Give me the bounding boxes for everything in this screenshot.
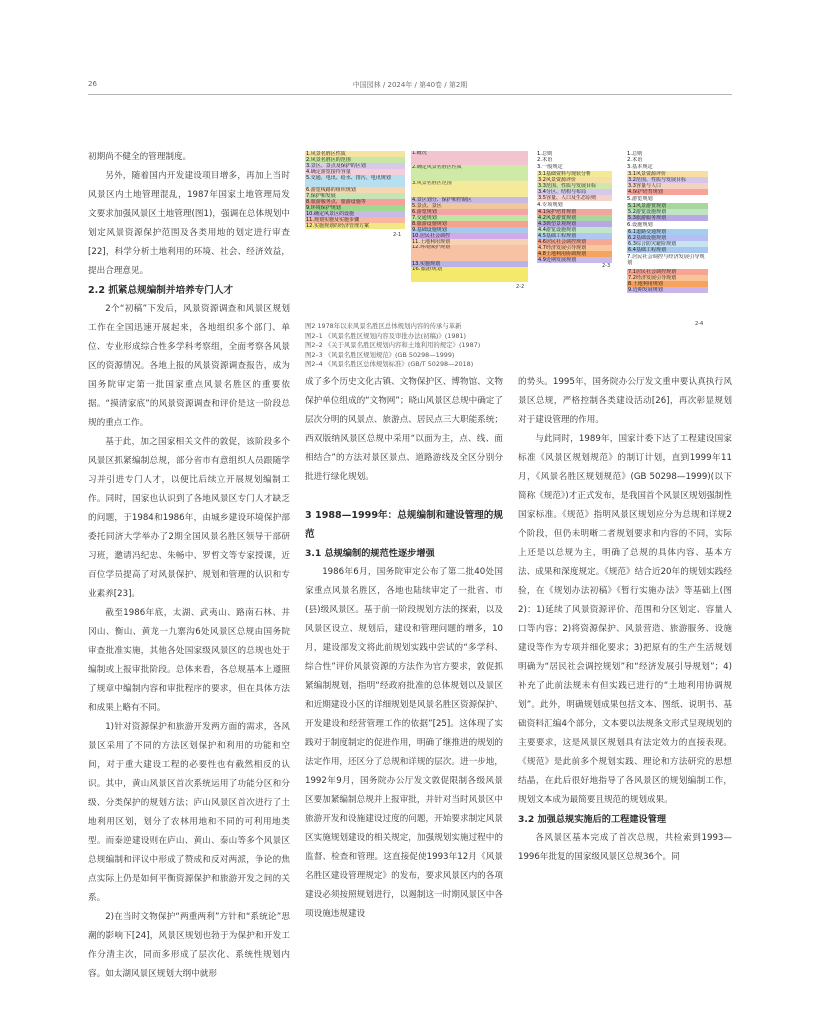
fig1-item: 6.游览线路的组织规划: [305, 187, 405, 193]
paragraph: 各风景区基本完成了首次总规，共检索到1993—1996年批复的国家级风景区总规36个。同: [518, 833, 732, 862]
figure-2-3: [537, 151, 612, 303]
fig4-item: 1.总则: [627, 151, 643, 157]
fig4-item: 7.1居民社会调控规划: [627, 269, 708, 275]
fig1-item: 1.风景名胜区性质: [305, 151, 405, 157]
fig3-item: 4.6居民社会调控规划: [537, 239, 612, 245]
fig4-item: 5.3旅游服务规划: [627, 215, 708, 221]
figure-2-4: [627, 151, 708, 331]
fig-label-2-2: 2-2: [516, 284, 525, 290]
fig2-item: 3.风景名胜区范围: [411, 181, 528, 197]
fig2-item: 2.确定风景名胜区性质: [411, 165, 528, 181]
fig3-item: 4.专项规划: [537, 202, 563, 208]
fig3-item: 4.3典型景观规划: [537, 221, 612, 227]
fig4-item: 6.3综合防灾避险规划: [627, 241, 708, 247]
fig-label-2-1: 2-1: [393, 232, 402, 238]
text-column-3: [518, 373, 732, 1013]
paragraph: 初期尚不健全的管理制度。: [88, 152, 192, 162]
fig2-item: 12.环境保护规划: [411, 245, 528, 261]
fig3-item: 2.术语: [537, 157, 553, 164]
fig1-item: 5.交通、电讯、给水、排污、电讯规划: [305, 175, 405, 187]
fig3-item: 1.总则: [537, 151, 553, 157]
paragraph: 2个“初稿”下发后，风景资源调查和风景区规划工作在全国迅速开展起来，各地组织多个部门、单位、专业形成综合性多学科考察组，全面考察各风景区的资源情况。各地上报的风景资源调查报告，成为国务院审定第一批国家重点风景名胜区的重要依据。“摸清家底”的风景资源调查和评价是这一阶段总规的重点工作。: [88, 304, 290, 428]
paragraph: 基于此，加之国家相关文件的敦促，该阶段多个风景区抓紧编制总规，部分省市有意组织人员跟随学习并引进专门人才，以便比后续立开展规划编制工作。同时，国家也认识到了各地风景区专门人才缺乏的问题，于1984和1986年，由城乡建设环境保护部委托同济大学举办了2期全国风景名胜区领导干部研习班，邀请冯纪忠、朱畅中、罗哲文等专家授课，近百位学员提高了对风景保护、规划和管理的认识和专业素养[23]。: [88, 437, 290, 599]
paragraph: 1)针对资源保护和旅游开发两方面的需求，各风景区采用了不同的方法区划保护和利用的功能和空间，对于重大建设工程的必要性也有截然相反的认识。其中，黄山风景区首次系统运用了功能分区和分级、分类保护的规划方法；庐山风景区首次进行了土地利用区划，划分了农林用地和不同的可利用地类型。而泰逆建设则在庐山、黄山、泰山等多个风景区总规编制和评议中形成了赞成和反对两派，争论的焦点实际上仍是如何平衡资源保护和旅游开发之间的关系。: [88, 722, 290, 903]
fig2-item: 11.土地利用规划: [411, 239, 528, 245]
subsection-heading: 3.1 总规编制的规范性逐步增强: [305, 548, 435, 559]
fig4-item: 8.土地利用规划: [627, 281, 708, 287]
fig2-item: 7.交通规划: [411, 215, 528, 221]
fig1-item: 2.风景名胜区的范围: [305, 157, 405, 163]
fig3-item: 4.8土地利用协调规划: [537, 251, 612, 257]
fig4-item: 6.4基础工程规划: [627, 247, 708, 253]
fig1-item: 9.环境保护规划: [305, 205, 405, 211]
spacer: [305, 487, 503, 506]
fig3-item: 4.5基础工程规划: [537, 233, 612, 239]
fig4-item: 9.近期发展规划: [627, 287, 708, 293]
fig2-item: 5.景点、景区: [411, 203, 528, 209]
paragraph: 与此同时，1989年，国家计委下达了工程建设国家标准《风景区规划规范》的制订计划，直到1999年11月，《风景名胜区规划规范》(GB 50298—1999)(以下简称《规范》)才正式发布，是我国首个风景区规划强制性国家标准。《规范》指明风景区规划应分为总规和详规2个阶段，但仍未明晰二者规划要求和内容的不同，实际上还是以总规为主，明确了总规的具体内容、基本方法、成果和深度规定。《规范》结合近20年的规划实践经验，在《规划办法初稿》《暂行实施办法》等基础上(图2)：1)延续了风景资源评价、范围和分区划定、容量人口等内容；2)将资源保护、风景营造、旅游服务、设施建设等作为专项并细化要求；3)把原有的生产生活规划明确为“居民社会调控规划”和“经济发展引导规划”；4)补充了此前法规未有但实践已进行的“土地利用协调规划”。此外，明确规划成果包括文本、图纸、说明书、基础资料汇编4个部分，文本要以法规条文形式呈现规划的主要要求，这是风景区规划具有法定效力的直接表现。《规范》是此前多个规划实践、理论和方法研究的思想结晶，在此后很好地指导了各风景区的规划编制工作，规划文本成为最简要且规范的规划成果。: [518, 434, 732, 805]
fig1-item: 10.确定风景区的设施: [305, 211, 405, 217]
fig4-item: 2.术语: [627, 157, 643, 164]
figure-caption: [305, 322, 605, 370]
fig-label-2-4: 2-4: [695, 321, 704, 327]
fig1-item: 11.规划实施及实施步骤: [305, 217, 405, 223]
paragraph: 另外，随着国内开发建设项目增多，再加上当时风景区内土地管理混乱，1987年国家土地管理局发文要求加强风景区土地管理(图1)，强调在总体规划中划定风景资源保护范围及各类用地的划定进行审查[22]，科学分析土地利用的环境、社会、经济效益，提出合理意见。: [88, 171, 290, 276]
fig4-item: 3.1风景资源评价: [627, 171, 708, 177]
journal-header: 中国园林 / 2024年 / 第40卷 / 第2期: [352, 81, 468, 89]
fig4-item: 3.2范围、性质与发展目标: [627, 177, 708, 183]
fig3-item: 4.7经济发展引导规划: [537, 245, 612, 251]
figure-2-2: [411, 151, 528, 291]
fig3-item: 3.3范围、性质与发展目标: [537, 183, 612, 189]
fig2-item: 6.游览规划: [411, 209, 528, 215]
fig2-item: 10.居民社会调控: [411, 233, 528, 239]
text-column-1: [88, 148, 290, 1008]
fig2-item: 13.实施规划: [411, 261, 528, 267]
section-heading: 2.2 抓紧总规编制并培养专门人才: [88, 285, 234, 296]
figure-2-1: [305, 151, 405, 259]
caption-line: 图2 1978年以来风景名胜区总体规划内容的传承与革新: [305, 322, 462, 330]
fig1-item: 7.保护和发展: [305, 193, 405, 199]
fig4-item: 3.基本规定: [627, 163, 653, 170]
fig-label-2-3: 2-3: [602, 263, 611, 269]
fig2-item: 8.旅游设施规划: [411, 221, 528, 227]
caption-line: 图2–3 《风景名胜区规划规范》(GB 50298—1999): [305, 350, 455, 359]
fig1-item: 3.景区、景点及保护的区划: [305, 163, 405, 169]
fig3-item: 4.2风景游赏规划: [537, 215, 612, 221]
paragraph: 成了多个历史文化古镇、文物保护区、博物馆、文物保护单位组成的“文物网”；晓山风景区总规中确定了层次分明的风景点、旅游点、居民点三大职能系统；西双版纳风景区总规中采用“以面为主，点、线、面相结合”的方法对景区景点、道路游线及全区分别分批进行绿化规划。: [305, 377, 503, 482]
fig4-item: 7.2经济发展引导规划: [627, 275, 708, 281]
fig4-item: 5.2游览设施规划: [627, 209, 708, 215]
fig1-item: 4.确定游览接待容量: [305, 169, 405, 175]
fig3-item: 3.2风景资源评价: [537, 177, 612, 183]
fig4-item: 6.设施规划: [627, 222, 653, 228]
paragraph: 截至1986年底，太湖、武夷山、路南石林、井冈山、衡山、黄龙一九寨沟6处风景区总规由国务院审查批准实施，其他各处国家级风景区的总规也处于编制或上报审批阶段。总体来看，各总规基本上遵照了规章中编制内容和审批程序的要求，但在具体方法和成果上略有不同。: [88, 608, 290, 713]
fig4-item: 5.游览规划: [627, 196, 653, 202]
caption-line: 图2–1 《风景名胜区规划内容及审批办法(初稿)》(1981): [305, 331, 467, 340]
fig1-item: 8.旅游服务点、旅游设施等: [305, 199, 405, 205]
fig2-item: 4.景区划分、保护和控制区: [411, 197, 528, 203]
fig2-item: 1.概况: [411, 151, 528, 165]
fig4-item: 5.1风景游赏规划: [627, 203, 708, 209]
fig4-item: 6.2基础设施规划: [627, 235, 708, 241]
fig2-item: 16.旅游规划: [411, 267, 528, 282]
caption-line: 图2–4 《风景名胜区总体规划标准》(GB/T 50298—2018): [305, 360, 474, 368]
fig3-item: 3.5容量、人口及生态原则: [537, 195, 612, 201]
fig2-item: 9.基础设施规划: [411, 227, 528, 233]
header-rule: [88, 94, 732, 95]
paragraph: 1986年6月，国务院审定公布了第二批40处国家重点风景名胜区，各地也陆续审定了一批省、市(县)级风景区。基于前一阶段规划方法的探索，以及风景区设立、规划后，建设和管理问题的增多，10月，建设部发文将此前规划实践中尝试的“多学科、综合性”评价风景资源的方法作为官方要求，敦促抓紧编制规划，指明“经政府批准的总体规划以及景区和近期建设小区的详细规划是风景名胜区资源保护、开发建设和经营管理工作的依据”[25]。这体现了实践对于制度制定的促进作用，明确了继推进的规划的法定作用，还区分了总规和详规的层次。进一步地，1992年9月，国务院办公厅发文敦促限制各级风景区要加紧编制总规并上报审批，并针对当时风景区中旅游开发和设施建设过度的问题，开始要求制定风景区实施规划建设的相关规定，加强规划实施过程中的监督、检查和管理。这直接促使1993年12月《风景名胜区建设管理规定》的发布，要求风景区内的各项建设必须按照规划进行，以遏制这一时期风景区中各项设施违规建设: [305, 567, 503, 919]
fig4-item: 7.居民社会调控与经济发展引导规划: [627, 254, 705, 267]
text-column-2: [305, 373, 503, 1013]
fig3-item: 3.4分区、结构与布局: [537, 189, 612, 195]
subsection-heading: 3.2 加强总规实施后的工程建设管理: [518, 814, 667, 825]
fig4-item: 3.3容量与人口: [627, 183, 708, 189]
fig3-item: 4.9近期发展规划: [537, 257, 612, 263]
fig3-item: 3.一般规定: [537, 163, 563, 170]
fig4-item: 4.保护培育规划: [627, 189, 708, 195]
paragraph: 2)在当时文物保护“两重两利”方针和“系统论”思潮的影响下[24]，风景区规划也勃于为保护和开发工作分清主次，同而多形成了层次化、系统性规划内容。如太湖风景区规划大纲中就形: [88, 912, 290, 979]
caption-line: 图2–2 《关于风景名胜区规划内容和土地利用的规定》(1987): [305, 341, 481, 349]
fig4-item: 6.1道路交通规划: [627, 229, 708, 235]
paragraph: 的势头。1995年，国务院办公厅发文重申要认真执行风景区总规，严格控制各类建设活动[26]，再次彰显规划对于建设管理的作用。: [518, 377, 732, 425]
section-heading: 3 1988—1999年：总规编制和建设管理的规范: [305, 510, 503, 540]
fig3-item: 4.4游览设施规划: [537, 227, 612, 233]
fig1-item: 12.实施规划的经济管理方案: [305, 223, 405, 229]
fig3-item: 4.1保护培育规划: [537, 209, 612, 215]
fig3-item: 3.1基础资料与现状分析: [537, 171, 612, 177]
page-number: 26: [88, 80, 97, 88]
